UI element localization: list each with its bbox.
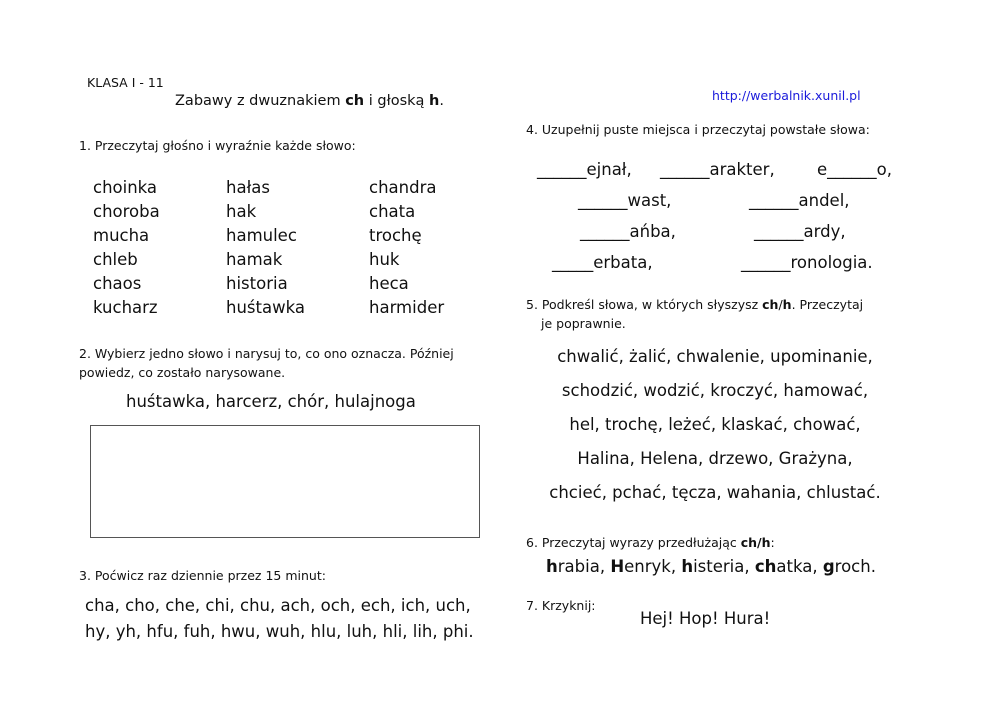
task5-instruction-line1 xyxy=(526,297,863,312)
task6-text-post: : xyxy=(770,535,775,550)
fill-in-item: ______ardy, xyxy=(754,222,846,241)
list-item: historia xyxy=(226,274,288,293)
fill-in-item: _____erbata, xyxy=(552,253,653,272)
task1-column-1 xyxy=(93,176,160,320)
task5-line: hel, trochę, leżeć, klaskać, chować, xyxy=(569,415,861,434)
word-rest: atka, xyxy=(776,557,823,576)
list-item: hamak xyxy=(226,250,283,269)
task5-text-pre: 5. Podkreśl słowa, w których słyszysz xyxy=(526,297,763,312)
task5-bold-h: h xyxy=(782,297,792,312)
fill-in-item: ______andel, xyxy=(749,191,850,210)
task1-column-3 xyxy=(369,176,444,320)
word-bold-prefix: h xyxy=(546,557,558,576)
list-item: chaos xyxy=(93,274,142,293)
website-link[interactable]: http://werbalnik.xunil.pl xyxy=(712,88,861,103)
list-item: hałas xyxy=(226,178,270,197)
task5-line: chwalić, żalić, chwalenie, upominanie, xyxy=(557,347,873,366)
title-bold-ch: ch xyxy=(345,93,365,109)
fill-in-item: ______ańba, xyxy=(580,222,676,241)
class-label: KLASA I - 11 xyxy=(87,75,164,90)
drawing-box[interactable] xyxy=(90,425,480,538)
task2-instruction-line2: powiedz, co zostało narysowane. xyxy=(79,365,286,380)
task3-line2: hy, yh, hfu, fuh, hwu, wuh, hlu, luh, hli, lih, phi. xyxy=(85,622,474,641)
list-item: huśtawka xyxy=(226,298,305,317)
list-item: chandra xyxy=(369,178,437,197)
list-item: chata xyxy=(369,202,416,221)
word-rest: enryk, xyxy=(624,557,682,576)
task3-instruction: 3. Poćwicz raz dziennie przez 15 minut: xyxy=(79,568,326,583)
task5-line: Halina, Helena, drzewo, Grażyna, xyxy=(577,449,853,468)
title-text-1: Zabawy z dwuznakiem xyxy=(175,93,346,109)
list-item: choinka xyxy=(93,178,158,197)
title-text-2: i głoską xyxy=(364,93,430,109)
list-item: kucharz xyxy=(93,298,158,317)
page-title xyxy=(175,93,444,109)
list-item: chleb xyxy=(93,250,138,269)
list-item: hamulec xyxy=(226,226,297,245)
word-rest: rabia, xyxy=(557,557,611,576)
list-item: mucha xyxy=(93,226,150,245)
word-rest: roch. xyxy=(834,557,876,576)
task3-line1: cha, cho, che, chi, chu, ach, och, ech, ich, uch, xyxy=(85,596,471,615)
task5-text-post: . Przeczytaj xyxy=(791,297,864,312)
task2-instruction-line1: 2. Wybierz jedno słowo i narysuj to, co ono oznacza. Później xyxy=(79,346,454,361)
task4-instruction: 4. Uzupełnij puste miejsca i przeczytaj powstałe słowa: xyxy=(526,122,870,137)
task5-line: chcieć, pchać, tęcza, wahania, chlustać. xyxy=(549,483,881,502)
list-item: trochę xyxy=(369,226,422,245)
task6-bold: ch/h xyxy=(740,535,771,550)
title-text-3: . xyxy=(439,93,444,109)
task7-instruction: 7. Krzyknij: xyxy=(526,598,596,613)
word-bold-prefix: ch xyxy=(754,557,777,576)
list-item: hak xyxy=(226,202,257,221)
list-item: heca xyxy=(369,274,409,293)
task1-column-2 xyxy=(226,176,305,320)
task2-words: huśtawka, harcerz, chór, hulajnoga xyxy=(126,392,416,411)
task7-text: Hej! Hop! Hura! xyxy=(640,609,771,628)
list-item: harmider xyxy=(369,298,445,317)
word-rest: isteria, xyxy=(693,557,755,576)
task5-instruction-line2: je poprawnie. xyxy=(541,316,626,331)
task5-slash: / xyxy=(778,297,783,312)
list-item: choroba xyxy=(93,202,160,221)
title-bold-h: h xyxy=(429,93,440,109)
fill-in-item: e______o, xyxy=(817,160,892,179)
task6-text-pre: 6. Przeczytaj wyrazy przedłużając xyxy=(526,535,741,550)
word-bold-prefix: h xyxy=(681,557,694,576)
word-bold-prefix: g xyxy=(822,557,835,576)
task5-line: schodzić, wodzić, kroczyć, hamować, xyxy=(561,381,869,400)
fill-in-item: ______ejnał, xyxy=(537,160,632,179)
task6-words xyxy=(546,557,876,576)
fill-in-item: ______ronologia. xyxy=(741,253,873,272)
task1-instruction: 1. Przeczytaj głośno i wyraźnie każde słowo: xyxy=(79,138,356,153)
fill-in-item: ______arakter, xyxy=(660,160,775,179)
task5-bold-ch: ch xyxy=(762,297,779,312)
word-bold-prefix: H xyxy=(610,557,625,576)
task6-instruction xyxy=(526,535,775,550)
fill-in-item: ______wast, xyxy=(578,191,672,210)
list-item: huk xyxy=(369,250,400,269)
